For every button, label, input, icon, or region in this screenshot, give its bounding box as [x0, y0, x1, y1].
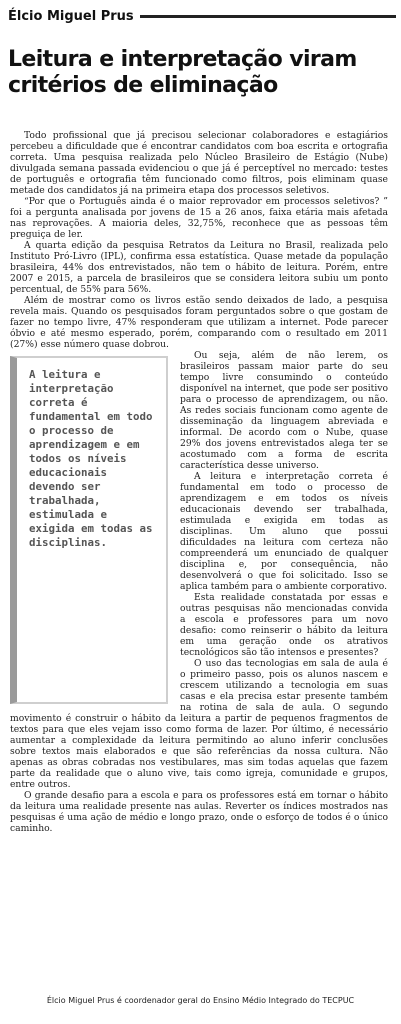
paragraph-3: A quarta edição da pesquisa Retratos da Leitura no Brasil, realizada pelo Instituto Pró-Livro (IPL), confirma essa estatística. Quase metade da população brasileira, 44% dos entrevistados, não tem o hábito de leitura. Porém, entre 2007 e 2015, a parcela de brasileiros que se considera leitora subiu um ponto percentual, de 55% para 56%. [10, 240, 388, 295]
paragraph-7: Esta realidade constatada por essas e outras pesquisas não mencionadas convida a escola e professores para um novo desafio: como reinserir o hábito da leitura em uma geração onde os atrativos tecnológicos são tão intensos e presentes? [180, 592, 388, 658]
paragraph-8: O uso das tecnologias em sala de aula é o primeiro passo, pois os alunos nascem e crescem utilizando a tecnologia em suas casas e ela precisa estar presente também na rotina de sala de aula. O segundo movimento é construir o hábito da leitura a partir de pequenos fragmentos de textos para que eles vejam isso como forma de lazer. Por último, é necessário aumentar a complexidade da leitura permitindo ao aluno inferir conclusões sobre textos mais elaborados e que são referências da nossa cultura. Não apenas as obras cobradas nos vestibulares, mas sim todas aquelas que fazem parte da realidade que o aluno vive, tais como igreja, comunidade e grupos, entre outros. [10, 658, 388, 790]
paragraph-2: “Por que o Português ainda é o maior reprovador em processos seletivos? ” foi a pergunta analisada por jovens de 15 a 26 anos, faixa etária mais afetada nas reprovações. A maioria deles, 32,75%, reconhece que as pessoas têm preguiça de ler. [10, 196, 388, 240]
author-credit: Élcio Miguel Prus é coordenador geral do Ensino Médio Integrado do TECPUC [46, 996, 355, 1005]
author-header [8, 6, 396, 26]
pull-quote: A leitura e interpretação correta é fundamental em todo o processo de aprendizagem e em todos os níveis educacionais devendo ser trabalhada, estimulada e exigida em todas as disciplinas. [10, 356, 168, 704]
article-body [10, 130, 388, 834]
paragraph-1: Todo profissional que já precisou selecionar colaboradores e estagiários percebeu a dificuldade que é encontrar candidatos com boa escrita e ortografia correta. Uma pesquisa realizada pelo Núcleo Brasileiro de Estágio (Nube) divulgada semana passada evidenciou o que já é perceptível no mercado: testes de português e ortografia têm funcionado como filtros, pois eliminam quase metade dos candidatos já na primeira etapa dos processos seletivos. [10, 130, 388, 196]
paragraph-5: Ou seja, além de não lerem, os brasileiros passam maior parte do seu tempo livre consumindo o conteúdo disponível na internet, que pode ser positivo para o processo de aprendizagem, ou não. As redes sociais funcionam como agente de disseminação da linguagem abreviada e informal. De acordo com o Nube, quase 29% dos jovens entrevistados alega ter se acostumado com a forma de escrita característica desse universo. [180, 350, 388, 471]
author-name: Élcio Miguel Prus [8, 8, 134, 24]
paragraph-9: O grande desafio para a escola e para os professores está em tornar o hábito da leitura uma realidade presente nas aulas. Reverter os índices mostrados nas pesquisas é uma ação de médio e longo prazo, onde o esforço de todos é o único caminho. [10, 790, 388, 834]
paragraph-6: A leitura e interpretação correta é fundamental em todo o processo de aprendizagem e em todos os níveis educacionais devendo ser trabalhada, estimulada e exigida em todas as disciplinas. Um aluno que possui dificuldades na leitura com certeza não compreenderá um enunciado de qualquer disciplina e, por consequência, não desenvolverá o que foi solicitado. Isso se aplica também para o ambiente corporativo. [180, 471, 388, 592]
paragraph-4: Além de mostrar como os livros estão sendo deixados de lado, a pesquisa revela mais. Quando os pesquisados foram perguntados sobre o que gostam de fazer no tempo livre, 47% responderam que utilizam a internet. Pode parecer óbvio e até mesmo esperado, porém, comparando com o resultado em 2011 (27%) esse número quase dobrou. [10, 295, 388, 350]
article-headline: Leitura e interpretação viram critérios de eliminação [8, 47, 357, 98]
header-rule [140, 15, 396, 18]
